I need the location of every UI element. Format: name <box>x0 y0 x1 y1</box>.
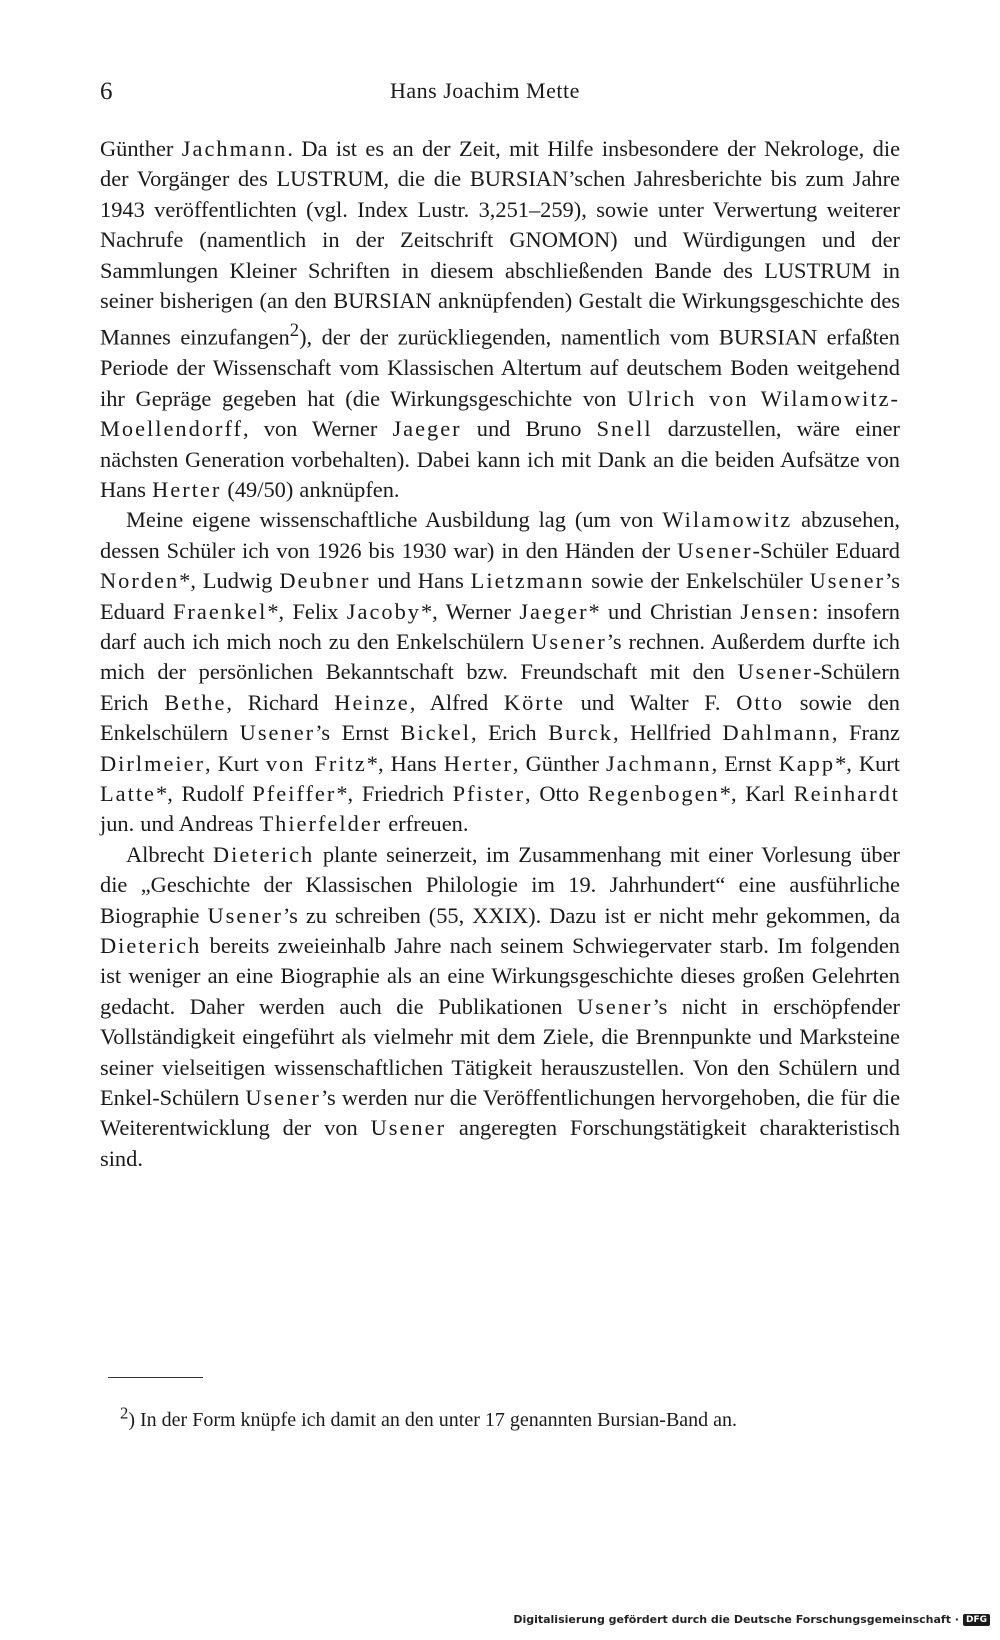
digitization-text: Digitalisierung gefördert durch die Deutsche Forschungsgemeinschaft · <box>513 1613 959 1626</box>
body-text <box>100 134 900 1174</box>
footnote-rule <box>108 1377 203 1378</box>
text-run: , Richard <box>226 689 335 715</box>
text-run: und Hans <box>370 568 471 594</box>
text-run: , von Werner <box>242 416 393 442</box>
spaced-name: Dieterich <box>100 933 202 959</box>
footnote-text: In der Form knüpfe ich damit an den unter 17 genannten Bursian-Band an. <box>140 1408 738 1431</box>
spaced-name: Dieterich <box>212 841 315 867</box>
text-run: *, Werner <box>420 598 520 624</box>
text-run: , Kurt <box>205 750 266 776</box>
text-run: * und Christian <box>588 598 741 624</box>
text-run: ), der der zurückliegenden, namentlich vom BURSIAN erfaßten Periode der Wissenschaft vom Klassischen Altertum auf deutschem Boden weitgehend ihr Gepräge gegeben hat (die Wirkungsgeschichte von <box>100 324 900 411</box>
spaced-name: Heinze <box>334 689 410 715</box>
spaced-name: Jachmann <box>606 750 712 776</box>
spaced-name: Pfister <box>452 781 526 806</box>
spaced-name: Bethe <box>164 689 227 715</box>
text-run: *, Karl <box>719 781 794 806</box>
spaced-name: Körte <box>503 689 565 715</box>
spaced-name: Deubner <box>279 568 371 594</box>
footnote-ref: 2 <box>289 320 300 342</box>
spaced-name: Wilamowitz <box>662 507 793 533</box>
spaced-name: Usener <box>577 993 653 1019</box>
spaced-name: Snell <box>596 416 653 442</box>
text-run: sowie der Enkelschüler <box>584 568 810 594</box>
spaced-name: Otto <box>736 689 785 715</box>
text-run: *, Rudolf <box>156 781 253 806</box>
page-number: 6 <box>100 78 113 105</box>
text-run: sowie den Enkelschülern <box>100 689 901 746</box>
text-run: ’s Eduard <box>100 568 900 624</box>
spaced-name: Thierfelder <box>259 811 383 837</box>
paragraph-2 <box>100 505 900 839</box>
spaced-name: Usener <box>809 568 886 594</box>
text-run: darzustellen, wäre einer nächsten Generation vorbehalten). Dabei kann ich mit Dank an die beiden Aufsätze von Hans <box>100 416 900 502</box>
text-run: *, Hans <box>366 750 444 776</box>
spaced-name: Lietzmann <box>470 568 585 594</box>
text-run: abzusehen, dessen Schüler ich von 1926 bis 1930 war) in den Händen der <box>100 507 900 563</box>
spaced-name: Burck <box>548 720 613 746</box>
spaced-name: Reinhardt <box>793 781 900 806</box>
spaced-name: Jaeger <box>392 416 462 442</box>
spaced-name: Dahlmann <box>722 720 832 746</box>
text-run: und Bruno <box>461 416 597 442</box>
paragraph-3 <box>100 840 900 1174</box>
text-run: . Da ist es an der Zeit, mit Hilfe insbesondere der Nekrologe, die der Vorgänger des LUSTRUM, die die BURSIAN’schen Jahresberichte bis zum Jahre 1943 veröffentlichten (vgl. Index Lustr. 3,251–259), sowie unter Verwertung weiterer Nachrufe (namentlich in der Zeitschrift GNOMON) und Würdigungen und der Sammlungen Kleiner Schriften in diesem abschließenden Bande des LUSTRUM in seiner bisherigen (an den BURSIAN anknüpfenden) Gestalt die Wirkungsgeschichte des Mannes einzufangen <box>100 136 901 350</box>
text-run: ’s zu schreiben (55, XXIX). Dazu ist er nicht mehr gekommen, da <box>282 902 901 928</box>
text-run: *, Felix <box>267 598 347 624</box>
text-run: , Hellfried <box>612 720 723 746</box>
text-run: , Franz <box>831 720 900 746</box>
running-head: Hans Joachim Mette <box>390 78 580 103</box>
text-run: Günther <box>100 136 182 161</box>
spaced-name: Regenbogen <box>587 781 720 806</box>
text-run: *, Kurt <box>835 750 900 776</box>
spaced-name: Ulrich von Wilamowitz-Moellendorff <box>100 385 901 442</box>
text-run: Albrecht <box>126 841 213 867</box>
spaced-name: Norden <box>100 568 180 594</box>
spaced-name: Kapp <box>778 750 836 776</box>
text-run: erfreuen. <box>382 811 469 837</box>
spaced-name: Herter <box>443 750 513 776</box>
footnote: $^2$) In der Form knüpfe ich damit an den unter 17 genannten Bursian-Band an. <box>120 1403 738 1431</box>
spaced-name: Jacoby <box>346 598 421 624</box>
text-run: , Günther <box>512 750 607 776</box>
spaced-name: Pfeiffer <box>252 781 337 806</box>
text-run: , Alfred <box>409 689 504 715</box>
text-run: *, Friedrich <box>336 781 453 806</box>
spaced-name: Jaeger <box>519 598 589 624</box>
text-run: plante seinerzeit, im Zusammenhang mit einer Vorlesung über die „Geschichte der Klassischen Philologie im 19. Jahrhundert“ eine ausführliche Biographie <box>100 841 900 928</box>
paragraph-1 <box>100 134 900 505</box>
text-run: -Schülern Erich <box>100 659 900 715</box>
text-run: *, Ludwig <box>179 568 280 594</box>
text-run: Meine eigene wissenschaftliche Ausbildung lag (um von <box>126 507 663 533</box>
spaced-name: Jensen <box>740 598 813 624</box>
text-run: (49/50) anknüpfen. <box>221 476 400 502</box>
spaced-name: Usener <box>370 1115 447 1141</box>
text-run: -Schüler Eduard <box>752 537 900 563</box>
text-run: ’s Ernst <box>315 720 401 746</box>
spaced-name: Dirlmeier <box>100 750 206 776</box>
spaced-name: Usener <box>677 537 753 563</box>
spaced-name: Usener <box>737 659 813 685</box>
spaced-name: Herter <box>152 476 222 502</box>
page-header <box>100 78 900 112</box>
text-run: ’s werden nur die Veröffentlichungen hervorgehoben, die für die Weiterentwicklung der von <box>100 1085 901 1141</box>
spaced-name: Fraenkel <box>172 598 268 624</box>
spaced-name: von Fritz <box>265 750 367 776</box>
spaced-name: Usener <box>531 628 607 654</box>
digitization-note <box>513 1613 990 1626</box>
text-run: : insofern darf auch ich mich noch zu den Enkelschülern <box>100 598 900 654</box>
spaced-name: Bickel <box>400 720 471 746</box>
spaced-name: Usener <box>239 720 316 746</box>
footnote-marker: 2 <box>120 1403 129 1422</box>
text-run: , Ernst <box>711 750 779 776</box>
dfg-logo: DFG <box>963 1614 990 1626</box>
text-run: bereits zweieinhalb Jahre nach seinem Schwiegervater starb. Im folgenden ist weniger an eine Biographie als an eine Wirkungsgeschichte dieses großen Gelehrten gedacht. Daher werden auch die Publikationen <box>100 933 900 1019</box>
text-run: angeregten Forschungstätigkeit charakteristisch sind. <box>100 1115 900 1171</box>
text-run: ’s nicht in erschöpfender Vollständigkeit eingeführt als vielmehr mit dem Ziele, die Brennpunkte und Marksteine seiner vielseitigen wissenschaftlichen Tätigkeit herauszustellen. Von den Schülern und Enkel-Schülern <box>100 993 900 1111</box>
text-run: jun. und Andreas <box>100 811 260 837</box>
text-run: ’s rechnen. Außerdem durfte ich mich der persönlichen Bekanntschaft bzw. Freundschaft mit den <box>100 628 900 685</box>
spaced-name: Usener <box>207 902 283 928</box>
text-run: , Erich <box>470 720 549 746</box>
text-run: und Walter F. <box>564 689 737 715</box>
spaced-name: Jachmann <box>181 136 288 161</box>
spaced-name: Usener <box>245 1085 321 1111</box>
spaced-name: Latte <box>100 781 156 806</box>
text-run: , Otto <box>525 781 588 806</box>
